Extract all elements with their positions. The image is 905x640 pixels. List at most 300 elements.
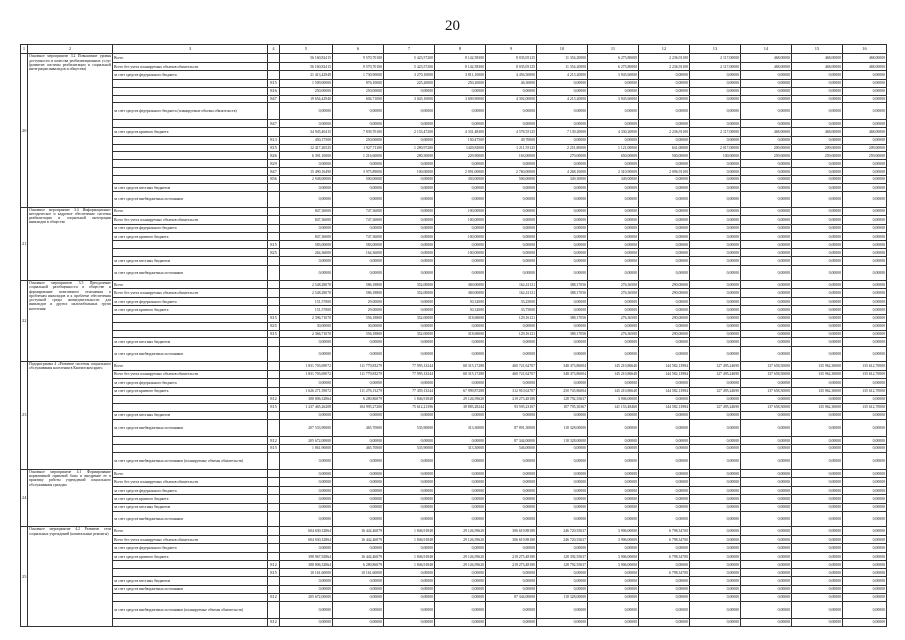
row-number: 24: [21, 469, 28, 527]
row-number: 20: [21, 54, 28, 207]
amount-cell: 0,00000: [384, 176, 435, 184]
amount-cell: 0,00000: [690, 120, 741, 128]
amount-cell: 0,00000: [537, 577, 588, 585]
amount-cell: 87 891,30000: [486, 420, 537, 437]
amount-cell: 0,00000: [690, 71, 741, 79]
funding-source: за счет средств местных бюджетов: [113, 183, 268, 191]
amount-cell: 847,36000: [280, 216, 333, 224]
amount-cell: 2 236,91100: [639, 54, 690, 62]
amount-cell: 0,00000: [280, 224, 333, 232]
amount-cell: 87 344,00000: [486, 437, 537, 445]
amount-cell: 270,00000: [537, 152, 588, 160]
amount-cell: 0,00000: [843, 618, 887, 626]
amount-cell: 276,36500: [588, 330, 639, 338]
funding-source: за счет средств краевого бюджета: [113, 495, 268, 503]
amount-cell: 0,00000: [741, 512, 792, 527]
amount-cell: 0,00000: [486, 233, 537, 241]
amount-cell: 0,00000: [690, 452, 741, 469]
budget-code: [268, 387, 280, 395]
table-row: [21, 527, 887, 535]
funding-source: за счет средств местных бюджетов: [113, 577, 268, 585]
amount-cell: 0,00000: [486, 512, 537, 527]
column-number: 2: [28, 45, 113, 54]
amount-cell: 0,00000: [384, 346, 435, 361]
amount-cell: 0,00000: [588, 297, 639, 305]
amount-cell: 7 839,70100: [333, 128, 384, 136]
amount-cell: 0,00000: [690, 379, 741, 387]
amount-cell: 34 945,40415: [280, 128, 333, 136]
amount-cell: 50,32000: [435, 306, 486, 314]
amount-cell: 313,30000: [435, 445, 486, 453]
amount-cell: 0,00000: [690, 503, 741, 511]
amount-cell: 0,00000: [537, 249, 588, 257]
table-row: [21, 62, 887, 70]
amount-cell: 0,00000: [792, 314, 843, 322]
activity-name: Основное мероприятие 3.5 Преодоление социальной разобщенности в обществе и формирование позитивного отношения к проблемам инвалидов и к проблеме обеспечения доступной среды жизнедеятельности для инвалидов и других маломобильных групп населения: [28, 280, 113, 361]
amount-cell: 0,00000: [588, 346, 639, 361]
amount-cell: 348 473,86004: [537, 370, 588, 378]
amount-cell: 0,00000: [843, 79, 887, 87]
amount-cell: 450,17500: [280, 136, 333, 144]
funding-source: за счет средств федерального бюджета: [113, 379, 268, 387]
amount-cell: 3 975,89000: [333, 168, 384, 176]
amount-cell: 209,00000: [843, 144, 887, 152]
amount-cell: 4 578,55125: [486, 128, 537, 136]
amount-cell: 0,00000: [792, 527, 843, 535]
table-row: [21, 561, 887, 569]
funding-source: [113, 569, 268, 577]
funding-source: [113, 249, 268, 257]
amount-cell: 0,00000: [741, 379, 792, 387]
budget-code: [268, 338, 280, 346]
amount-cell: 0,00000: [280, 120, 333, 128]
amount-cell: 0,00000: [741, 95, 792, 103]
amount-cell: 0,00000: [588, 322, 639, 330]
amount-cell: 1 730,90000: [333, 71, 384, 79]
amount-cell: 0,00000: [639, 452, 690, 469]
amount-cell: 162,41121: [486, 289, 537, 297]
funding-source: за счет средств краевого бюджета: [113, 552, 268, 560]
funding-source: [113, 395, 268, 403]
table-row: [21, 322, 887, 330]
amount-cell: 0,00000: [280, 469, 333, 477]
amount-cell: 583,00000: [280, 241, 333, 249]
amount-cell: 7 139,20000: [537, 128, 588, 136]
funding-source: за счет средств краевого бюджета: [113, 128, 268, 136]
amount-cell: 2 091,00000: [435, 168, 486, 176]
amount-cell: 8 142,58300: [435, 54, 486, 62]
amount-cell: 0,00000: [537, 445, 588, 453]
table-row: [21, 160, 887, 168]
amount-cell: 0,00000: [690, 411, 741, 419]
amount-cell: 0,00000: [384, 265, 435, 280]
amount-cell: 0,00000: [690, 257, 741, 265]
table-row: [21, 535, 887, 543]
column-number: 11: [588, 45, 639, 54]
amount-cell: 0,00000: [792, 445, 843, 453]
amount-cell: 0,00000: [843, 569, 887, 577]
amount-cell: 0,00000: [639, 71, 690, 79]
table-row: [21, 618, 887, 626]
budget-code: 816: [268, 87, 280, 95]
amount-cell: 144 582,13984: [639, 370, 690, 378]
amount-cell: 0,00000: [537, 379, 588, 387]
amount-cell: 107 795,30367: [537, 403, 588, 411]
amount-cell: 137 658,50000: [741, 370, 792, 378]
amount-cell: 0,00000: [588, 569, 639, 577]
amount-cell: 0,00000: [588, 120, 639, 128]
amount-cell: 8 142,58300: [435, 62, 486, 70]
amount-cell: 0,00000: [588, 233, 639, 241]
amount-cell: 3 609,90000: [435, 95, 486, 103]
amount-cell: 0,00000: [792, 420, 843, 437]
amount-cell: 0,00000: [741, 241, 792, 249]
amount-cell: 0,00000: [741, 160, 792, 168]
funding-source: Всего: [113, 54, 268, 62]
amount-cell: 2 548,28070: [280, 289, 333, 297]
amount-cell: 0,00000: [792, 297, 843, 305]
activity-name: Основное мероприятие 3.4 Информационно-методическое и кадровое обеспечение системы реабилитации и социальной интеграции инвалидов в общество: [28, 207, 113, 280]
amount-cell: 641,00000: [639, 144, 690, 152]
amount-cell: 468,00000: [741, 54, 792, 62]
amount-cell: 56 160,82415: [280, 54, 333, 62]
amount-cell: 0,00000: [537, 257, 588, 265]
table-row: [21, 103, 887, 120]
table-row: [21, 370, 887, 378]
amount-cell: 0,00000: [537, 346, 588, 361]
amount-cell: 604 630,32864: [280, 527, 333, 535]
amount-cell: 0,00000: [741, 207, 792, 215]
amount-cell: 0,00000: [588, 249, 639, 257]
amount-cell: 0,00000: [333, 411, 384, 419]
amount-cell: 0,00000: [843, 437, 887, 445]
amount-cell: 0,00000: [435, 495, 486, 503]
budget-code: 812: [268, 437, 280, 445]
amount-cell: 0,00000: [639, 512, 690, 527]
amount-cell: 0,00000: [384, 469, 435, 477]
amount-cell: 0,00000: [588, 103, 639, 120]
amount-cell: 0,00000: [792, 486, 843, 494]
amount-cell: 0,00000: [792, 216, 843, 224]
budget-code: [268, 495, 280, 503]
amount-cell: 0,00000: [792, 437, 843, 445]
table-row: [21, 168, 887, 176]
amount-cell: 0,00000: [280, 618, 333, 626]
amount-cell: 118 328,00000: [537, 420, 588, 437]
amount-cell: 0,00000: [792, 330, 843, 338]
amount-cell: 0,00000: [792, 338, 843, 346]
amount-cell: 847,36000: [280, 207, 333, 215]
amount-cell: 0,00000: [537, 569, 588, 577]
amount-cell: 0,00000: [792, 136, 843, 144]
budget-code: 815: [268, 445, 280, 453]
amount-cell: 0,00000: [384, 585, 435, 593]
amount-cell: 0,00000: [843, 71, 887, 79]
amount-cell: 0,00000: [639, 379, 690, 387]
column-number: 15: [792, 45, 843, 54]
amount-cell: 0,00000: [690, 314, 741, 322]
amount-cell: 583,00000: [333, 241, 384, 249]
amount-cell: 0,00000: [639, 176, 690, 184]
amount-cell: 0,00000: [741, 420, 792, 437]
amount-cell: 0,00000: [639, 486, 690, 494]
amount-cell: 0,00000: [792, 265, 843, 280]
budget-code: [268, 585, 280, 593]
amount-cell: 0,00000: [384, 224, 435, 232]
amount-cell: 0,00000: [690, 561, 741, 569]
funding-source: [113, 136, 268, 144]
amount-cell: 0,00000: [792, 585, 843, 593]
amount-cell: 388,17056: [537, 289, 588, 297]
amount-cell: 0,00000: [741, 257, 792, 265]
amount-cell: 0,00000: [639, 95, 690, 103]
amount-cell: 0,00000: [792, 192, 843, 207]
amount-cell: 0,00000: [690, 478, 741, 486]
amount-cell: 349,00000: [588, 176, 639, 184]
table-row: [21, 478, 887, 486]
amount-cell: 0,00000: [792, 395, 843, 403]
amount-cell: 0,00000: [280, 503, 333, 511]
amount-cell: 100,00000: [435, 249, 486, 257]
amount-cell: 0,00000: [333, 495, 384, 503]
amount-cell: 556,18800: [333, 330, 384, 338]
budget-code: 812: [268, 561, 280, 569]
amount-cell: 0,00000: [333, 265, 384, 280]
amount-cell: 151,57000: [280, 306, 333, 314]
row-number: 21: [21, 207, 28, 280]
funding-source: Всего: [113, 527, 268, 535]
table-row: [21, 79, 887, 87]
amount-cell: 0,00000: [741, 322, 792, 330]
table-row: [21, 544, 887, 552]
amount-cell: 0,00000: [741, 136, 792, 144]
amount-cell: 0,00000: [537, 411, 588, 419]
amount-cell: 468,00000: [843, 128, 887, 136]
amount-cell: 0,00000: [690, 136, 741, 144]
amount-cell: 3 811,10000: [435, 71, 486, 79]
amount-cell: 0,00000: [843, 486, 887, 494]
amount-cell: 0,00000: [537, 322, 588, 330]
amount-cell: 77 995,13244: [384, 362, 435, 370]
table-row: [21, 411, 887, 419]
amount-cell: 0,00000: [435, 379, 486, 387]
amount-cell: 12 417,26525: [280, 144, 333, 152]
amount-cell: 398 967,92864: [280, 552, 333, 560]
funding-source: [113, 87, 268, 95]
amount-cell: 0,00000: [384, 160, 435, 168]
amount-cell: 2 251,80000: [537, 144, 588, 152]
table-row: [21, 176, 887, 184]
amount-cell: 0,00000: [280, 103, 333, 120]
amount-cell: 0,00000: [537, 306, 588, 314]
amount-cell: 6 275,80000: [588, 62, 639, 70]
amount-cell: 349,30000: [537, 176, 588, 184]
amount-cell: 0,00000: [384, 411, 435, 419]
amount-cell: 0,00000: [741, 495, 792, 503]
amount-cell: 460 721,62707: [486, 370, 537, 378]
amount-cell: 0,00000: [690, 420, 741, 437]
amount-cell: 0,00000: [588, 192, 639, 207]
amount-cell: 209,00000: [741, 144, 792, 152]
budget-code: [268, 265, 280, 280]
amount-cell: 250,20000: [435, 79, 486, 87]
amount-cell: 0,00000: [280, 585, 333, 593]
amount-cell: 1 846,91848: [384, 535, 435, 543]
column-number: 12: [639, 45, 690, 54]
amount-cell: 128 392,55637: [537, 552, 588, 560]
amount-cell: 29 126,59620: [435, 395, 486, 403]
budget-code: [268, 183, 280, 191]
amount-cell: 0,00000: [741, 437, 792, 445]
amount-cell: 0,00000: [741, 87, 792, 95]
amount-cell: 465,70000: [333, 420, 384, 437]
amount-cell: 30,00000: [280, 322, 333, 330]
amount-cell: 0,00000: [792, 561, 843, 569]
table-row: [21, 379, 887, 387]
amount-cell: 0,00000: [690, 233, 741, 241]
budget-code: [268, 512, 280, 527]
amount-cell: 0,00000: [792, 168, 843, 176]
column-number: 6: [333, 45, 384, 54]
amount-cell: 0,00000: [588, 469, 639, 477]
amount-cell: 0,00000: [588, 437, 639, 445]
amount-cell: 0,00000: [588, 338, 639, 346]
amount-cell: 128 792,55637: [537, 561, 588, 569]
amount-cell: 0,00000: [280, 544, 333, 552]
table-row: [21, 445, 887, 453]
amount-cell: 0,00000: [280, 411, 333, 419]
amount-cell: 0,00000: [639, 103, 690, 120]
amount-cell: 0,00000: [639, 395, 690, 403]
amount-cell: 0,00000: [537, 103, 588, 120]
budget-code: [268, 362, 280, 370]
amount-cell: 0,00000: [843, 379, 887, 387]
amount-cell: 0,00000: [741, 527, 792, 535]
amount-cell: 15 490,16490: [280, 168, 333, 176]
amount-cell: 6 798,34700: [639, 569, 690, 577]
amount-cell: 369,00000: [435, 289, 486, 297]
table-row: [21, 346, 887, 361]
amount-cell: 1 846,91848: [384, 561, 435, 569]
amount-cell: 246 720,55637: [537, 527, 588, 535]
amount-cell: 0,00000: [588, 544, 639, 552]
amount-cell: 164,36000: [333, 249, 384, 257]
amount-cell: 0,00000: [843, 216, 887, 224]
amount-cell: 162,41121: [486, 280, 537, 288]
amount-cell: 6 798,34700: [639, 552, 690, 560]
amount-cell: 0,00000: [843, 192, 887, 207]
amount-cell: 2 117,00000: [690, 62, 741, 70]
amount-cell: 2 236,91100: [639, 128, 690, 136]
amount-cell: 0,00000: [741, 346, 792, 361]
budget-code: 815: [268, 314, 280, 322]
column-number: 16: [843, 45, 887, 54]
activity-name: Основное мероприятие 3.2 Повышение уровня доступности и качества реабилитационных услуг (развитие системы реабилитации и социальной интеграции инвалидов и общества): [28, 54, 113, 207]
amount-cell: 135 962,30000: [792, 387, 843, 395]
budget-code: [268, 527, 280, 535]
amount-cell: 0,00000: [690, 216, 741, 224]
amount-cell: 0,00000: [537, 265, 588, 280]
table-row: [21, 289, 887, 297]
amount-cell: 4 268,10000: [537, 168, 588, 176]
budget-code: [268, 192, 280, 207]
amount-cell: 29 126,59620: [435, 552, 486, 560]
amount-cell: 0,00000: [435, 452, 486, 469]
amount-cell: 118 328,00000: [537, 593, 588, 601]
amount-cell: 0,00000: [741, 569, 792, 577]
amount-cell: 0,00000: [792, 569, 843, 577]
budget-code: [268, 128, 280, 136]
table-row: [21, 585, 887, 593]
table-row: [21, 136, 887, 144]
amount-cell: 0,00000: [843, 103, 887, 120]
amount-cell: 3 270,10000: [384, 71, 435, 79]
amount-cell: 0,00000: [843, 280, 887, 288]
amount-cell: 0,00000: [333, 618, 384, 626]
amount-cell: 1 927,71100: [333, 144, 384, 152]
amount-cell: 0,00000: [741, 486, 792, 494]
amount-cell: 0,00000: [792, 577, 843, 585]
amount-cell: 0,00000: [435, 469, 486, 477]
amount-cell: 0,00000: [435, 593, 486, 601]
amount-cell: 0,00000: [741, 224, 792, 232]
amount-cell: 0,00000: [435, 601, 486, 618]
amount-cell: 0,00000: [639, 160, 690, 168]
amount-cell: 0,00000: [843, 544, 887, 552]
amount-cell: 0,00000: [843, 257, 887, 265]
funding-source: [113, 152, 268, 160]
column-number: 9: [486, 45, 537, 54]
budget-code: [268, 544, 280, 552]
amount-cell: 0,00000: [639, 257, 690, 265]
amount-cell: 0,00000: [741, 411, 792, 419]
budget-table: [20, 44, 887, 627]
amount-cell: 0,00000: [486, 192, 537, 207]
amount-cell: 135 962,30000: [792, 403, 843, 411]
amount-cell: 19 654,42940: [280, 95, 333, 103]
amount-cell: 0,00000: [333, 338, 384, 346]
amount-cell: 312 910,62707: [486, 387, 537, 395]
amount-cell: 0,00000: [690, 569, 741, 577]
amount-cell: 0,00000: [588, 585, 639, 593]
amount-cell: 0,00000: [588, 160, 639, 168]
amount-cell: 0,00000: [639, 224, 690, 232]
amount-cell: 4 215,20000: [537, 95, 588, 103]
amount-cell: 0,00000: [486, 452, 537, 469]
funding-source: [113, 314, 268, 322]
amount-cell: 0,00000: [486, 216, 537, 224]
amount-cell: 468,00000: [843, 62, 887, 70]
amount-cell: 0,00000: [792, 289, 843, 297]
amount-cell: 145 210,86640: [588, 362, 639, 370]
header-row: [21, 45, 887, 54]
amount-cell: 0,00000: [843, 577, 887, 585]
amount-cell: 318,68000: [435, 330, 486, 338]
funding-source: за счет средств внебюджетных источников (планируемые объемы обязательств): [113, 601, 268, 618]
amount-cell: 290,00000: [639, 314, 690, 322]
column-number: 4: [268, 45, 280, 54]
amount-cell: 4 215,20000: [537, 71, 588, 79]
amount-cell: 0,00000: [486, 379, 537, 387]
amount-cell: 0,00000: [792, 618, 843, 626]
table-row: [21, 241, 887, 249]
amount-cell: 0,00000: [537, 452, 588, 469]
amount-cell: 0,00000: [588, 87, 639, 95]
funding-source: [113, 168, 268, 176]
amount-cell: 0,00000: [639, 437, 690, 445]
funding-source: [113, 403, 268, 411]
amount-cell: 0,00000: [792, 346, 843, 361]
